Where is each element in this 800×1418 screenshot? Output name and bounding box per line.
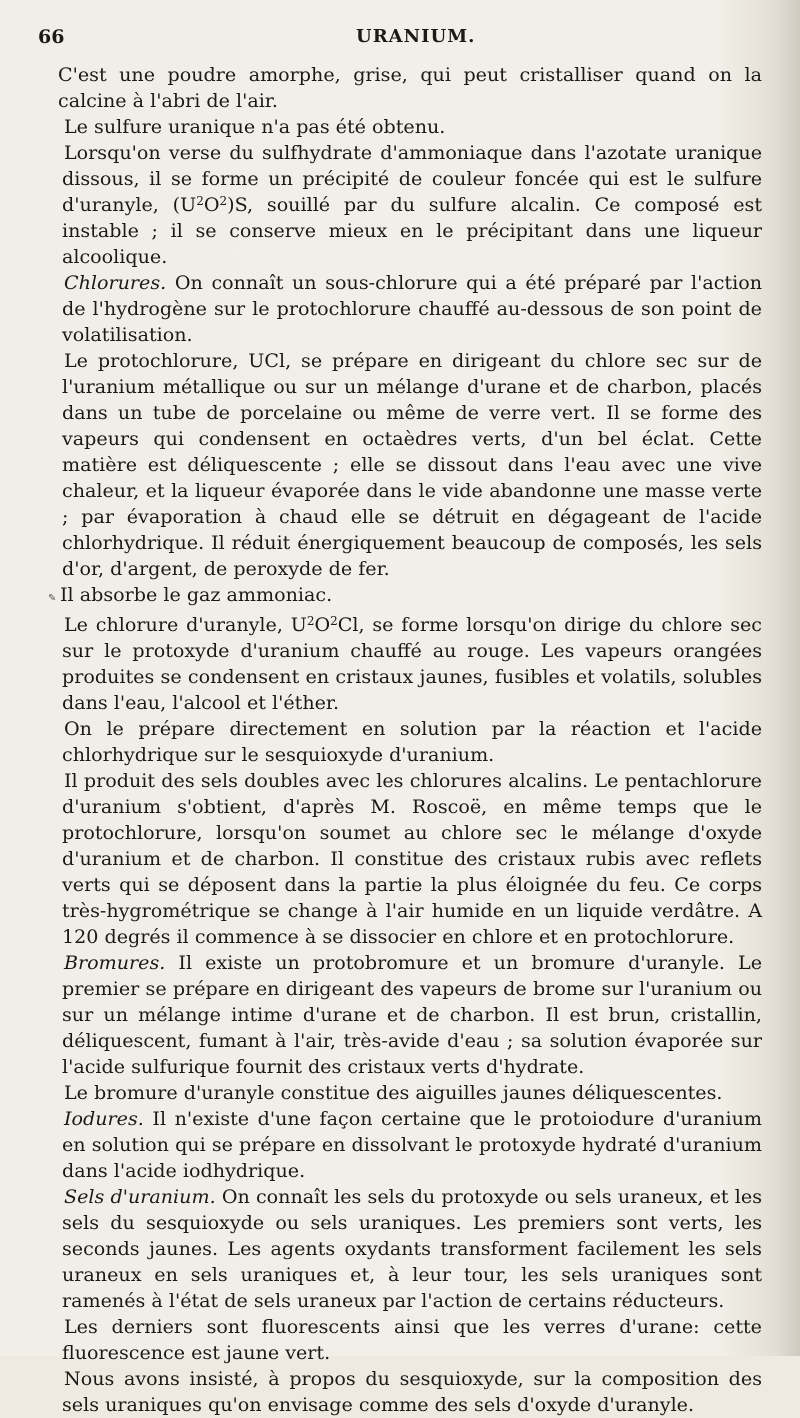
section-lead-iodures: Iodures.	[64, 1107, 144, 1130]
paragraph-text: On le prépare directement en solution par la réaction et l'acide chlorhydrique sur le sesquioxyde d'uranium.	[62, 717, 762, 766]
section-lead-chlorures: Chlorures.	[64, 271, 167, 294]
paragraph-text: Il n'existe d'une façon certaine que le protoiodure d'uranium en solution qui se prépare en dissolvant le protoxyde hydraté d'uranium dans l'acide iodhydrique.	[62, 1107, 762, 1182]
paragraph-text: Les derniers sont fluorescents ainsi que les verres d'urane: cette fluorescence est jaune vert.	[62, 1315, 762, 1364]
paragraph-text: Nous avons insisté, à propos du sesquioxyde, sur la composition des sels uraniques qu'on envisage comme des sels d'oxyde d'uranyle.	[62, 1367, 762, 1416]
paragraph-text: Il produit des sels doubles avec les chlorures alcalins. Le pentachlorure d'uranium s'obtient, d'après M. Roscoë, en même temps que le protochlorure, lorsqu'on soumet au chlore sec le mélange d'oxyde d'uranium et de charbon. Il constitue des cristaux rubis avec reflets verts qui se déposent dans la partie la plus éloignée du feu. Ce corps très-hygrométrique se change à l'air humide en un liquide verdâtre. A 120 degrés il commence à se dissocier en chlore et en protochlorure.	[62, 769, 762, 948]
paragraph-ammoniac	[48, 582, 762, 612]
section-lead-sels: Sels d'uranium.	[64, 1185, 216, 1208]
paragraph-text: Le protochlorure, UCl, se prépare en dirigeant du chlore sec sur de l'uranium métallique ou sur un mélange d'urane et de charbon, placés dans un tube de porcelaine ou même de verre vert. Il se forme des vapeurs qui condensent en octaèdres verts, d'un bel éclat. Cette matière est déliquescente ; elle se dissout dans l'eau avec une vive chaleur, et la liqueur évaporée dans le vide abandonne une masse verte ; par évaporation à chaud elle se détruit en dégageant de l'acide chlorhydrique. Il réduit énergiquement beaucoup de composés, les sels d'or, d'argent, de peroxyde de fer.	[62, 349, 762, 580]
printer-mark-icon: ✎	[48, 593, 57, 604]
formula-sulfure: $(U^2O^2)S$, souillé par du sulfure alcalin. Ce composé est instable ; il se conserve	[62, 193, 762, 242]
paragraph-text: Il existe un protobromure et un bromure d'uranyle. Le premier se prépare en dirigeant des vapeurs de brome sur l'uranium ou sur un mélange intime d'urane et de charbon. Il est brun, cristallin, déliquescent, fumant à l'air, très-avide d'eau ; sa solution évaporée sur l'acide sulfurique fournit des cristaux verts d'hydrate.	[62, 951, 762, 1078]
paragraph-text: se forme lorsqu'on dirige du chlore sec sur le protoxyde d'uranium chauffé au rouge. Les vapeurs orangées produites se condensent en cristaux jaunes, fusibles et volatils, solubles dans l'eau, l'alcool et l'éther.	[62, 613, 762, 714]
paragraph-text: Le bromure d'uranyle constitue des aiguilles jaunes déliquescentes.	[64, 1081, 723, 1104]
paragraph-oxide-intro	[58, 62, 762, 114]
paragraph-sels-doubles	[62, 768, 762, 950]
paragraph-protochlorure	[62, 348, 762, 582]
paragraph-iodures	[62, 1106, 762, 1184]
paragraph-text: On connaît les sels du protoxyde ou sels uraneux, et les sels du sesquioxyde ou sels uraniques. Les premiers sont verts, les seconds jaunes. Les agents oxydants transforment facilement les sels uraneux en sels uraniques et, à leur tour, les sels uraniques sont ramenés à l'état de sels uraneux par l'action de certains réducteurs.	[62, 1185, 762, 1312]
paragraph-text: Il absorbe le gaz ammoniac.	[60, 583, 333, 606]
paragraph-fluorescence	[62, 1314, 762, 1366]
paragraph-sulfure-uranyle	[62, 140, 762, 270]
paragraph-text: On connaît un sous-chlorure qui a été préparé par l'action de l'hydrogène sur le protochlorure chauffé au-dessous de son point de volatilisation.	[62, 271, 762, 346]
paragraph-text: mieux en le précipitant dans une liqueur alcoolique.	[62, 219, 762, 268]
paragraph-text: C'est une poudre amorphe, grise, qui peut cristalliser quand on la calcine à l'abri de l'air.	[58, 63, 762, 112]
paragraph-sulfure-uranique	[62, 114, 762, 140]
section-lead-bromures: Bromures.	[64, 951, 166, 974]
paragraph-text: Le sulfure uranique n'a pas été obtenu.	[64, 115, 446, 138]
formula-chlorure: Le chlorure d'uranyle, $U^2O^2Cl$,	[64, 613, 373, 636]
page-header	[38, 26, 760, 56]
paragraph-chlorures	[62, 270, 762, 348]
page-number: 66	[38, 26, 65, 48]
paragraph-bromures	[62, 950, 762, 1080]
running-title: URANIUM.	[356, 26, 476, 47]
paragraph-sels-uranium	[62, 1184, 762, 1314]
paragraph-chlorure-uranyle	[62, 612, 762, 716]
paragraph-text: Lorsqu'on verse du sulfhydrate d'ammoniaque dans l'azotate uranique dissous, il se forme un précipité de couleur foncée qui est le sulfure d'uranyle,	[62, 141, 762, 216]
paragraph-uranyle	[62, 1366, 762, 1418]
body-text	[48, 62, 762, 1418]
paragraph-bromure-uranyle	[62, 1080, 762, 1106]
paragraph-preparation-solution	[62, 716, 762, 768]
